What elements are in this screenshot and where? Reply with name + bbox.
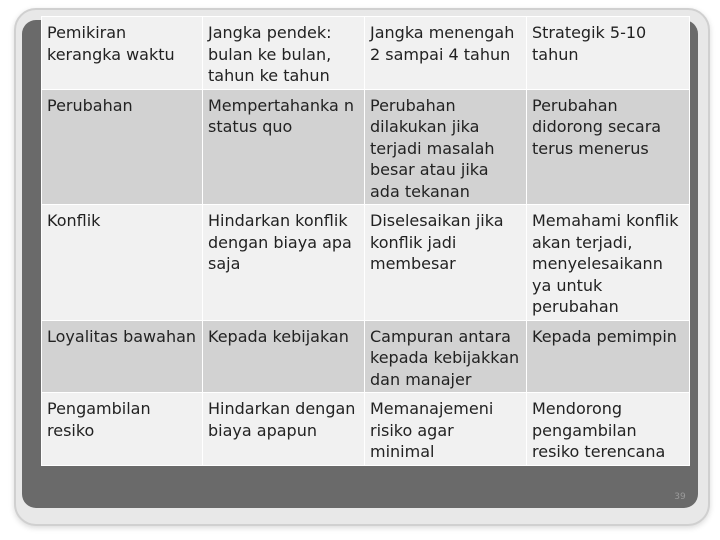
table-cell: Jangka menengah 2 sampai 4 tahun bbox=[365, 17, 527, 90]
table-cell: Memahami konflik akan terjadi, menyelesaikann ya untuk perubahan bbox=[527, 205, 690, 321]
comparison-table bbox=[41, 16, 690, 466]
table-cell: Memanajemeni risiko agar minimal bbox=[365, 393, 527, 466]
table-cell: Loyalitas bawahan bbox=[42, 320, 203, 393]
table-cell: Mempertahanka n status quo bbox=[203, 89, 365, 205]
table-cell: Kepada pemimpin bbox=[527, 320, 690, 393]
table-cell: Jangka pendek: bulan ke bulan, tahun ke tahun bbox=[203, 17, 365, 90]
table-cell: Pengambilan resiko bbox=[42, 393, 203, 466]
table-row bbox=[42, 17, 690, 90]
table-cell: Perubahan dilakukan jika terjadi masalah besar atau jika ada tekanan bbox=[365, 89, 527, 205]
table-cell: Konflik bbox=[42, 205, 203, 321]
table-row bbox=[42, 89, 690, 205]
table-cell: Diselesaikan jika konflik jadi membesar bbox=[365, 205, 527, 321]
table-cell: Hindarkan dengan biaya apapun bbox=[203, 393, 365, 466]
table-cell: Kepada kebijakan bbox=[203, 320, 365, 393]
table-row bbox=[42, 320, 690, 393]
table-cell: Mendorong pengambilan resiko terencana bbox=[527, 393, 690, 466]
table-cell: Hindarkan konflik dengan biaya apa saja bbox=[203, 205, 365, 321]
page-number: 39 bbox=[674, 492, 686, 502]
table-row bbox=[42, 205, 690, 321]
table-cell: Perubahan bbox=[42, 89, 203, 205]
table-cell: Perubahan didorong secara terus menerus bbox=[527, 89, 690, 205]
table-row bbox=[42, 393, 690, 466]
table-cell: Campuran antara kepada kebijakkan dan manajer bbox=[365, 320, 527, 393]
table-cell: Strategik 5-10 tahun bbox=[527, 17, 690, 90]
table-cell: Pemikiran kerangka waktu bbox=[42, 17, 203, 90]
